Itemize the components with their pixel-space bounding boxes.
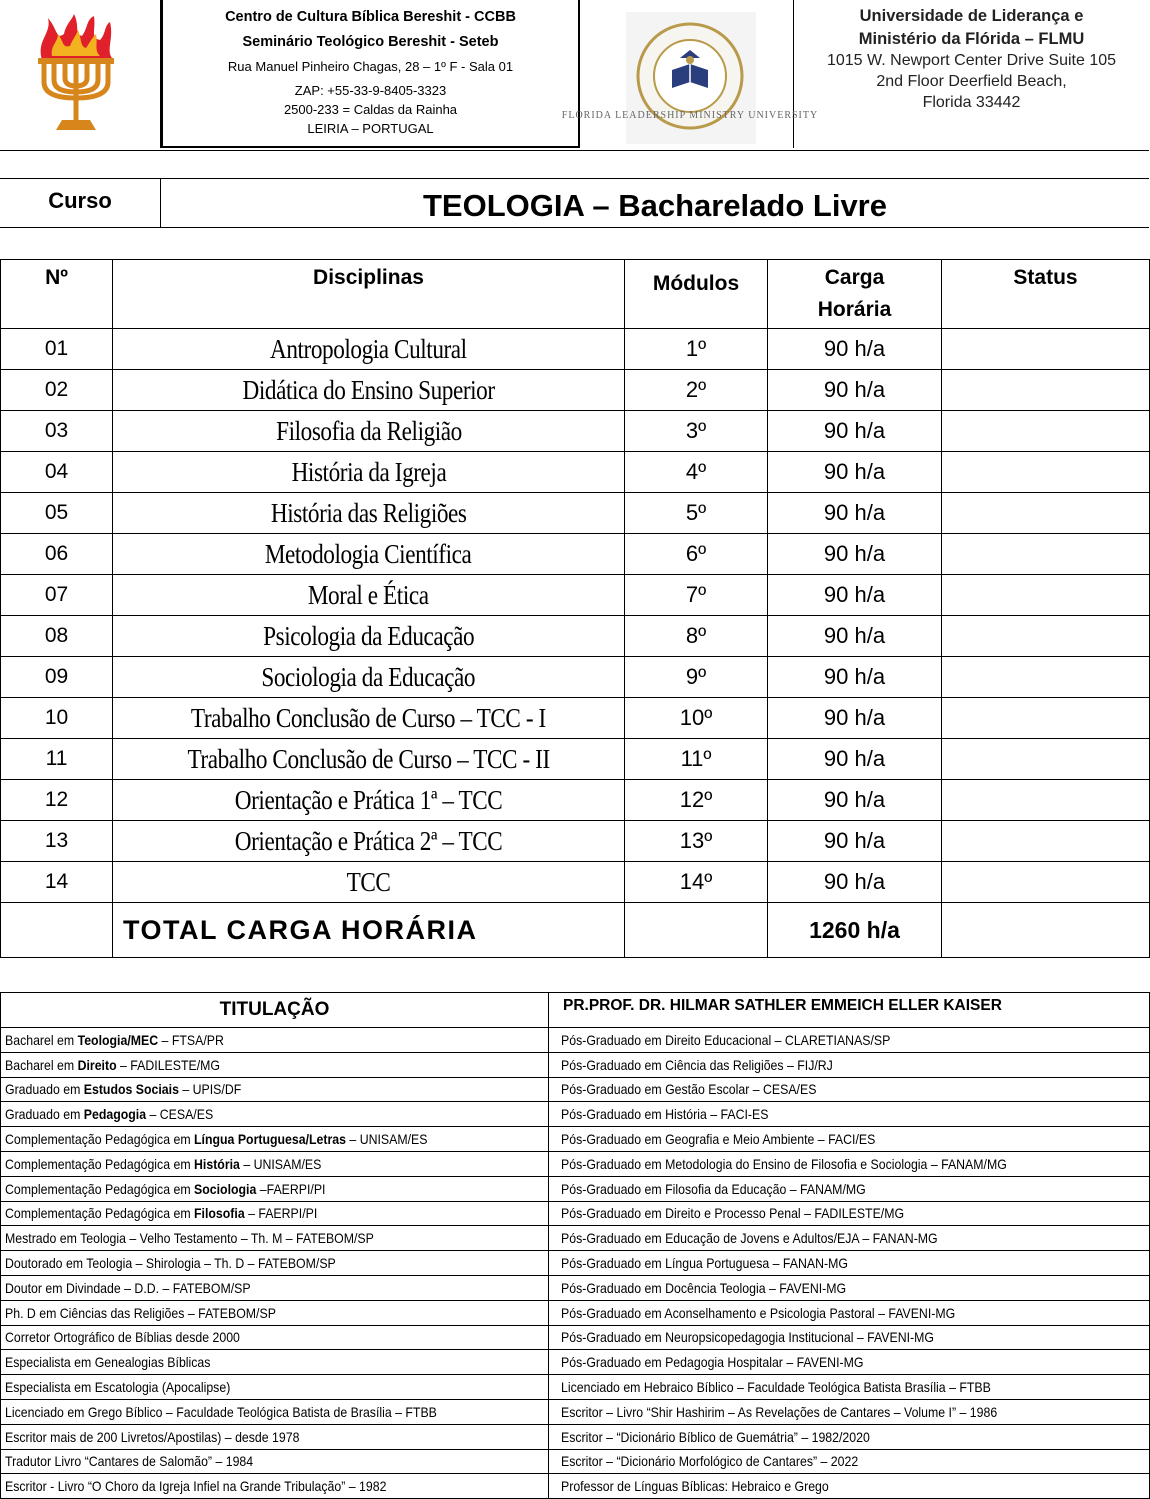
col-header-num: Nº xyxy=(1,260,113,329)
discipline-name-text: Orientação e Prática 2ª – TCC xyxy=(234,825,503,856)
titulacao-cell xyxy=(1,1325,549,1350)
discipline-name xyxy=(113,862,625,903)
titulacao-cell xyxy=(1,1052,549,1077)
titulacao-cell xyxy=(1,1350,549,1375)
discipline-name-text: História da Igreja xyxy=(291,456,446,487)
qualification-row xyxy=(1,1251,1150,1276)
total-module-cell xyxy=(625,903,768,958)
discipline-hours: 90 h/a xyxy=(768,821,942,862)
discipline-row xyxy=(1,862,1150,903)
discipline-row xyxy=(1,575,1150,616)
discipline-row xyxy=(1,452,1150,493)
course-label: Curso xyxy=(0,179,161,227)
qualification-row xyxy=(1,1102,1150,1127)
discipline-number: 02 xyxy=(1,370,113,411)
discipline-name xyxy=(113,329,625,370)
titulacao-segment: Escritor mais de 200 Livretos/Apostilas) – desde 1978 xyxy=(5,1428,300,1445)
qualification-detail-text: Pós-Graduado em Neuropsicopedagogia Institucional – FAVENI-MG xyxy=(561,1329,934,1346)
titulacao-text xyxy=(5,1302,276,1324)
discipline-status xyxy=(942,493,1150,534)
discipline-hours: 90 h/a xyxy=(768,698,942,739)
discipline-hours: 90 h/a xyxy=(768,493,942,534)
discipline-number: 01 xyxy=(1,329,113,370)
titulacao-segment: Doutorado em Teologia – Shirologia – Th. D – FATEBOM/SP xyxy=(5,1255,336,1272)
discipline-status xyxy=(942,780,1150,821)
qualification-detail-text: Pós-Graduado em Direito Educacional – CLARETIANAS/SP xyxy=(561,1031,891,1048)
titulacao-text xyxy=(5,1252,336,1274)
titulacao-cell xyxy=(1,1127,549,1152)
discipline-row xyxy=(1,370,1150,411)
total-num-cell xyxy=(1,903,113,958)
titulacao-cell xyxy=(1,1424,549,1449)
titulacao-cell xyxy=(1,1201,549,1226)
discipline-module: 12º xyxy=(625,780,768,821)
titulacao-text xyxy=(5,1078,241,1100)
discipline-name-text: Orientação e Prática 1ª – TCC xyxy=(234,784,503,815)
discipline-name xyxy=(113,534,625,575)
qualification-detail-text: Pós-Graduado em Geografia e Meio Ambiente – FACI/ES xyxy=(561,1131,876,1148)
discipline-module: 9º xyxy=(625,657,768,698)
titulacao-segment: Especialista em Escatologia (Apocalipse) xyxy=(5,1379,231,1396)
titulacao-segment: Escritor - Livro “O Choro da Igreja Infiel na Grande Tribulação” – 1982 xyxy=(5,1478,387,1495)
discipline-status xyxy=(942,575,1150,616)
flmu-seal-cell xyxy=(561,0,819,148)
titulacao-cell xyxy=(1,1176,549,1201)
ccbb-address-block xyxy=(161,0,580,148)
phone-line: ZAP: +55-33-9-8405-3323 xyxy=(294,83,447,98)
discipline-status xyxy=(942,862,1150,903)
qualification-detail-text: Pós-Graduado em História – FACI-ES xyxy=(561,1106,769,1123)
qualification-detail-cell xyxy=(549,1102,1150,1127)
discipline-module: 1º xyxy=(625,329,768,370)
qualification-row xyxy=(1,1151,1150,1176)
discipline-module: 4º xyxy=(625,452,768,493)
discipline-module: 8º xyxy=(625,616,768,657)
qualification-row xyxy=(1,1300,1150,1325)
titulacao-cell xyxy=(1,1077,549,1102)
discipline-module: 3º xyxy=(625,411,768,452)
ccbb-logo-cell xyxy=(0,0,161,148)
qualifications-table xyxy=(0,992,1150,1499)
titulacao-text xyxy=(5,1054,220,1076)
qualification-detail-text: Pós-Graduado em Docência Teologia – FAVENI-MG xyxy=(561,1279,847,1296)
titulacao-emphasis: Pedagogia xyxy=(83,1106,147,1123)
qualification-detail-text: Pós-Graduado em Metodologia do Ensino de Filosofia e Sociologia – FANAM/MG xyxy=(561,1155,1007,1172)
discipline-name xyxy=(113,411,625,452)
titulacao-segment: – UNISAM/ES xyxy=(239,1155,322,1172)
titulacao-text xyxy=(5,1426,299,1448)
titulacao-emphasis: Teologia/MEC xyxy=(77,1031,159,1048)
titulacao-text xyxy=(5,1450,253,1472)
discipline-module: 11º xyxy=(625,739,768,780)
total-row xyxy=(1,903,1150,958)
qualification-detail-cell xyxy=(549,1275,1150,1300)
qualification-detail-cell xyxy=(549,1201,1150,1226)
discipline-name-text: Psicologia da Educação xyxy=(262,620,475,651)
qualification-row xyxy=(1,1176,1150,1201)
col-header-carga: Carga Horária xyxy=(768,260,942,329)
discipline-module: 14º xyxy=(625,862,768,903)
qualification-detail-cell xyxy=(549,1375,1150,1400)
university-state-line: Florida 33442 xyxy=(922,94,1021,111)
discipline-name-text: TCC xyxy=(346,866,391,897)
qualification-row xyxy=(1,1449,1150,1474)
discipline-number: 07 xyxy=(1,575,113,616)
discipline-hours: 90 h/a xyxy=(768,616,942,657)
discipline-status xyxy=(942,657,1150,698)
discipline-status xyxy=(942,739,1150,780)
qualification-detail-text: Pós-Graduado em Aconselhamento e Psicologia Pastoral – FAVENI-MG xyxy=(561,1304,956,1321)
discipline-number: 04 xyxy=(1,452,113,493)
discipline-number: 11 xyxy=(1,739,113,780)
discipline-hours: 90 h/a xyxy=(768,329,942,370)
discipline-module: 5º xyxy=(625,493,768,534)
course-bar xyxy=(0,178,1149,228)
col-header-modulos: Módulos xyxy=(625,260,768,329)
university-street-line: 1015 W. Newport Center Drive Suite 105 xyxy=(826,52,1117,69)
titulacao-text xyxy=(5,1202,317,1224)
course-title: TEOLOGIA – Bacharelado Livre xyxy=(423,188,887,223)
discipline-name xyxy=(113,575,625,616)
titulacao-segment: Complementação Pedagógica em xyxy=(5,1155,195,1172)
professor-name-header: PR.PROF. DR. HILMAR SATHLER EMMEICH ELLER KAISER xyxy=(549,993,1150,1028)
qualification-detail-cell xyxy=(549,1325,1150,1350)
qualification-detail-cell xyxy=(549,1424,1150,1449)
titulacao-segment: – FAERPI/PI xyxy=(244,1205,318,1222)
qualification-row xyxy=(1,1424,1150,1449)
discipline-status xyxy=(942,698,1150,739)
discipline-name xyxy=(113,739,625,780)
qualification-detail-text: Pós-Graduado em Filosofia da Educação – FANAM/MG xyxy=(561,1180,866,1197)
qualification-detail-cell xyxy=(549,1028,1150,1053)
discipline-hours: 90 h/a xyxy=(768,575,942,616)
discipline-row xyxy=(1,739,1150,780)
titulacao-emphasis: História xyxy=(194,1155,240,1172)
titulacao-cell xyxy=(1,1399,549,1424)
discipline-name xyxy=(113,657,625,698)
titulacao-cell xyxy=(1,1474,549,1499)
qualification-detail-cell xyxy=(549,1077,1150,1102)
titulacao-segment: Especialista em Genealogias Bíblicas xyxy=(5,1354,211,1371)
col-header-status: Status xyxy=(942,260,1150,329)
qualification-detail-text: Pós-Graduado em Pedagogia Hospitalar – FAVENI-MG xyxy=(561,1354,864,1371)
discipline-number: 14 xyxy=(1,862,113,903)
disciplines-table xyxy=(0,259,1150,958)
university-name-line-2: Ministério da Flórida – FLMU xyxy=(858,30,1085,48)
qualification-row xyxy=(1,1077,1150,1102)
discipline-row xyxy=(1,780,1150,821)
seminary-name-line: Seminário Teológico Bereshit - Seteb xyxy=(242,34,499,50)
discipline-status xyxy=(942,411,1150,452)
discipline-module: 2º xyxy=(625,370,768,411)
titulacao-segment: – FADILESTE/MG xyxy=(116,1056,220,1073)
total-label: TOTAL CARGA HORÁRIA xyxy=(113,903,625,958)
discipline-number: 09 xyxy=(1,657,113,698)
titulacao-cell xyxy=(1,1102,549,1127)
titulacao-emphasis: Língua Portuguesa/Letras xyxy=(194,1131,346,1148)
qualification-detail-text: Pós-Graduado em Direito e Processo Penal – FADILESTE/MG xyxy=(561,1205,905,1222)
discipline-module: 7º xyxy=(625,575,768,616)
titulacao-segment: Complementação Pedagógica em xyxy=(5,1180,195,1197)
titulacao-text xyxy=(5,1351,210,1373)
qualification-detail-cell xyxy=(549,1300,1150,1325)
discipline-status xyxy=(942,616,1150,657)
titulacao-text xyxy=(5,1401,437,1423)
discipline-row xyxy=(1,616,1150,657)
discipline-hours: 90 h/a xyxy=(768,657,942,698)
titulacao-cell xyxy=(1,1300,549,1325)
titulacao-text xyxy=(5,1103,213,1125)
total-value: 1260 h/a xyxy=(768,903,942,958)
titulacao-segment: – FTSA/PR xyxy=(158,1031,224,1048)
qualification-detail-cell xyxy=(549,1449,1150,1474)
titulacao-text xyxy=(5,1475,386,1497)
qualification-row xyxy=(1,1201,1150,1226)
qualification-detail-text: Escritor – Livro “Shir Hashirim – As Revelações de Cantares – Volume I” – 1986 xyxy=(561,1403,998,1420)
discipline-status xyxy=(942,452,1150,493)
discipline-hours: 90 h/a xyxy=(768,534,942,575)
qualification-row xyxy=(1,1325,1150,1350)
discipline-module: 6º xyxy=(625,534,768,575)
qualification-row xyxy=(1,1028,1150,1053)
discipline-row xyxy=(1,657,1150,698)
flmu-seal xyxy=(561,0,819,148)
discipline-name-text: Didática do Ensino Superior xyxy=(242,374,495,405)
discipline-status xyxy=(942,370,1150,411)
titulacao-text xyxy=(5,1277,251,1299)
titulacao-segment: Doutor em Divindade – D.D. – FATEBOM/SP xyxy=(5,1279,251,1296)
qualification-detail-cell xyxy=(549,1251,1150,1276)
discipline-number: 03 xyxy=(1,411,113,452)
titulacao-segment: Ph. D em Ciências das Religiões – FATEBOM/SP xyxy=(5,1304,276,1321)
qualification-detail-text: Pós-Graduado em Educação de Jovens e Adultos/EJA – FANAN-MG xyxy=(561,1230,938,1247)
discipline-row xyxy=(1,493,1150,534)
qualifications-header-row xyxy=(1,993,1150,1028)
titulacao-segment: Complementação Pedagógica em xyxy=(5,1131,195,1148)
discipline-hours: 90 h/a xyxy=(768,370,942,411)
titulacao-cell xyxy=(1,1449,549,1474)
discipline-name-text: Sociologia da Educação xyxy=(261,661,476,692)
discipline-number: 12 xyxy=(1,780,113,821)
total-status-cell xyxy=(942,903,1150,958)
discipline-name xyxy=(113,616,625,657)
titulacao-segment: Graduado em xyxy=(5,1106,84,1123)
titulacao-text xyxy=(5,1227,374,1249)
titulacao-emphasis: Direito xyxy=(77,1056,117,1073)
titulacao-emphasis: Filosofia xyxy=(194,1205,245,1222)
titulacao-cell xyxy=(1,1375,549,1400)
discipline-module: 13º xyxy=(625,821,768,862)
titulacao-emphasis: Sociologia xyxy=(194,1180,257,1197)
discipline-name-text: Trabalho Conclusão de Curso – TCC - II xyxy=(187,743,550,774)
titulacao-cell xyxy=(1,1226,549,1251)
discipline-number: 05 xyxy=(1,493,113,534)
titulacao-cell xyxy=(1,1275,549,1300)
titulacao-text xyxy=(5,1029,224,1051)
discipline-hours: 90 h/a xyxy=(768,739,942,780)
col-header-disciplinas: Disciplinas xyxy=(113,260,625,329)
discipline-row xyxy=(1,534,1150,575)
titulacao-segment: – UPIS/DF xyxy=(178,1081,242,1098)
titulacao-cell xyxy=(1,1151,549,1176)
discipline-name xyxy=(113,370,625,411)
letterhead xyxy=(0,0,1149,151)
discipline-name-text: Trabalho Conclusão de Curso – TCC - I xyxy=(191,702,546,733)
qualification-detail-text: Pós-Graduado em Língua Portuguesa – FANAN-MG xyxy=(561,1255,848,1272)
qualification-detail-cell xyxy=(549,1151,1150,1176)
titulacao-cell xyxy=(1,1251,549,1276)
discipline-name-text: Antropologia Cultural xyxy=(270,333,467,364)
discipline-status xyxy=(942,329,1150,370)
titulacao-segment: Complementação Pedagógica em xyxy=(5,1205,195,1222)
titulacao-text xyxy=(5,1153,321,1175)
qualification-detail-text: Escritor – “Dicionário Bíblico de Guemátria” – 1982/2020 xyxy=(561,1428,870,1445)
qualification-detail-text: Professor de Línguas Bíblicas: Hebraico e Grego xyxy=(561,1478,829,1495)
qualification-detail-text: Escritor – “Dicionário Morfológico de Cantares” – 2022 xyxy=(561,1453,859,1470)
titulacao-text xyxy=(5,1326,240,1348)
qualification-detail-text: Licenciado em Hebraico Bíblico – Faculdade Teológica Batista Brasília – FTBB xyxy=(561,1379,991,1396)
university-floor-line: 2nd Floor Deerfield Beach, xyxy=(876,73,1067,90)
discipline-status xyxy=(942,534,1150,575)
discipline-row xyxy=(1,329,1150,370)
discipline-number: 13 xyxy=(1,821,113,862)
titulacao-segment: – CESA/ES xyxy=(146,1106,214,1123)
titulacao-segment: – UNISAM/ES xyxy=(346,1131,428,1148)
discipline-hours: 90 h/a xyxy=(768,411,942,452)
titulacao-segment: Tradutor Livro “Cantares de Salomão” – 1984 xyxy=(5,1453,254,1470)
discipline-name xyxy=(113,780,625,821)
qualification-row xyxy=(1,1226,1150,1251)
disciplines-header-row xyxy=(1,260,1150,329)
qualification-row xyxy=(1,1375,1150,1400)
discipline-name xyxy=(113,452,625,493)
qualification-row xyxy=(1,1052,1150,1077)
qualification-detail-cell xyxy=(549,1350,1150,1375)
discipline-number: 06 xyxy=(1,534,113,575)
qualification-detail-text: Pós-Graduado em Gestão Escolar – CESA/ES xyxy=(561,1081,817,1098)
flmu-address-block xyxy=(794,0,1149,148)
discipline-module: 10º xyxy=(625,698,768,739)
seal-university-text: FLORIDA LEADERSHIP MINISTRY UNIVERSITY xyxy=(561,110,819,121)
titulacao-segment: Corretor Ortográfico de Bíblias desde 2000 xyxy=(5,1329,240,1346)
qualification-detail-cell xyxy=(549,1226,1150,1251)
titulacao-text xyxy=(5,1376,230,1398)
org-name-line: Centro de Cultura Bíblica Bereshit - CCBB xyxy=(225,9,516,25)
discipline-row xyxy=(1,411,1150,452)
discipline-name-text: Metodologia Científica xyxy=(265,538,472,569)
titulacao-text xyxy=(5,1178,325,1200)
titulacao-segment: Graduado em xyxy=(5,1081,84,1098)
discipline-status xyxy=(942,821,1150,862)
street-address-line: Rua Manuel Pinheiro Chagas, 28 – 1º F - Sala 01 xyxy=(227,59,514,74)
titulacao-emphasis: Estudos Sociais xyxy=(83,1081,179,1098)
titulacao-cell xyxy=(1,1028,549,1053)
qualification-detail-cell xyxy=(549,1176,1150,1201)
titulacao-segment: –FAERPI/PI xyxy=(256,1180,326,1197)
titulacao-segment: Bacharel em xyxy=(5,1031,78,1048)
discipline-number: 08 xyxy=(1,616,113,657)
discipline-number: 10 xyxy=(1,698,113,739)
qualification-row xyxy=(1,1474,1150,1499)
qualification-detail-cell xyxy=(549,1052,1150,1077)
qualification-row xyxy=(1,1275,1150,1300)
qualification-detail-cell xyxy=(549,1399,1150,1424)
qualification-row xyxy=(1,1350,1150,1375)
discipline-name-text: História das Religiões xyxy=(270,497,467,528)
discipline-row xyxy=(1,821,1150,862)
discipline-hours: 90 h/a xyxy=(768,862,942,903)
postal-line: 2500-233 = Caldas da Rainha xyxy=(283,102,458,117)
titulacao-header: TITULAÇÃO xyxy=(1,993,549,1028)
university-name-line-1: Universidade de Liderança e xyxy=(859,7,1084,25)
qualification-detail-cell xyxy=(549,1127,1150,1152)
menorah-logo xyxy=(0,0,161,148)
discipline-hours: 90 h/a xyxy=(768,452,942,493)
titulacao-text xyxy=(5,1128,427,1150)
titulacao-segment: Bacharel em xyxy=(5,1056,78,1073)
discipline-name xyxy=(113,821,625,862)
titulacao-segment: Licenciado em Grego Bíblico – Faculdade Teológica Batista de Brasília – FTBB xyxy=(5,1403,437,1420)
discipline-name-text: Moral e Ética xyxy=(308,579,429,610)
discipline-row xyxy=(1,698,1150,739)
qualification-row xyxy=(1,1127,1150,1152)
region-line: LEIRIA – PORTUGAL xyxy=(307,121,434,136)
discipline-name xyxy=(113,698,625,739)
qualification-detail-cell xyxy=(549,1474,1150,1499)
qualification-detail-text: Pós-Graduado em Ciência das Religiões – FIJ/RJ xyxy=(561,1056,833,1073)
discipline-name-text: Filosofia da Religião xyxy=(275,415,462,446)
discipline-hours: 90 h/a xyxy=(768,780,942,821)
qualification-row xyxy=(1,1399,1150,1424)
discipline-name xyxy=(113,493,625,534)
titulacao-segment: Mestrado em Teologia – Velho Testamento – Th. M – FATEBOM/SP xyxy=(5,1230,374,1247)
